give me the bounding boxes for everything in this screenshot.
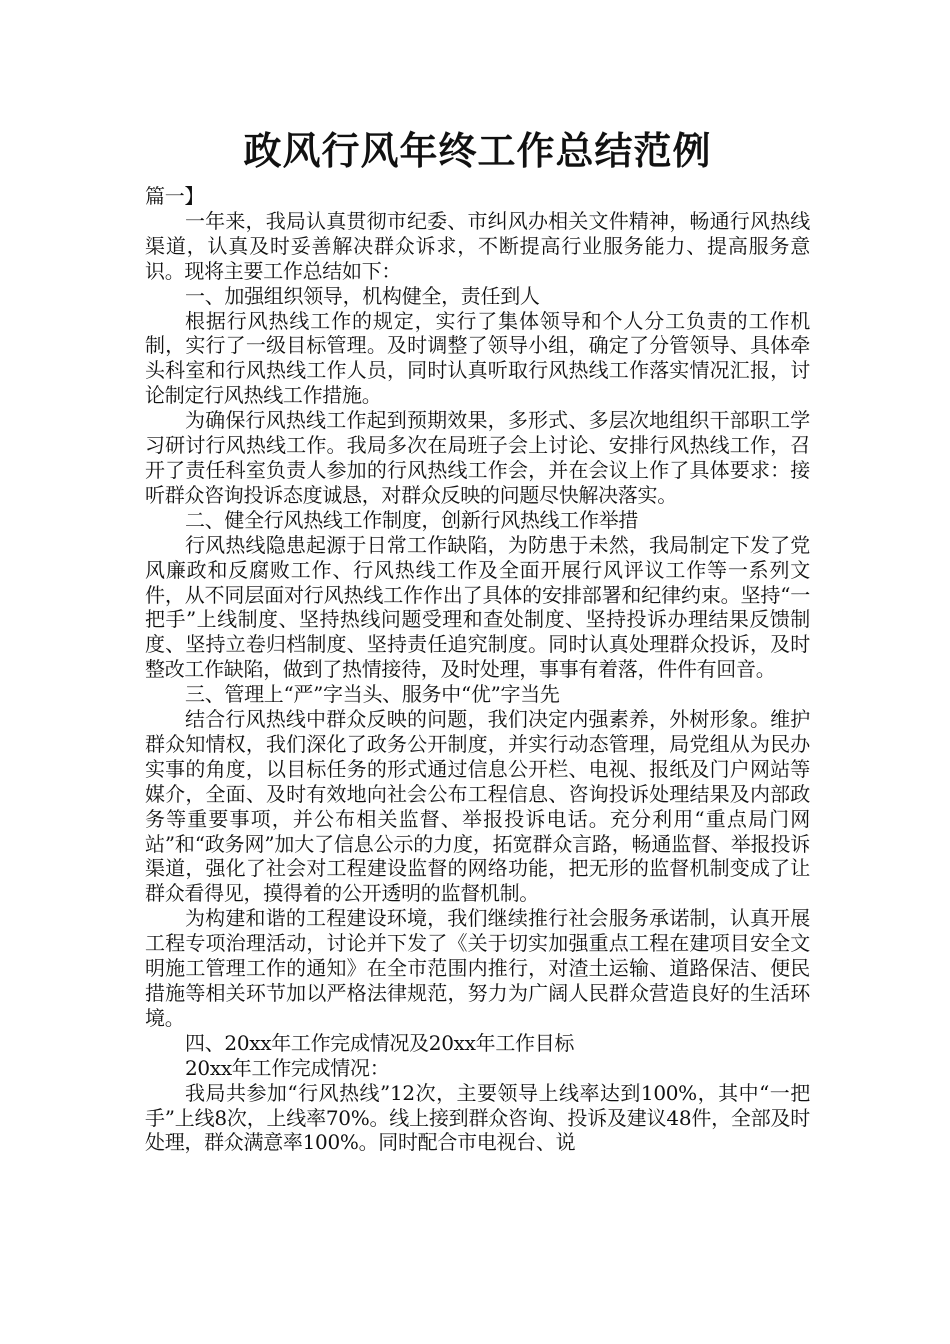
document-title: 政风行风年终工作总结范例 [243,128,712,173]
paragraph: 行风热线隐患起源于日常工作缺陷，为防患于未然，我局制定下发了党风廉政和反腐败工作、行风热线工作及全面开展行风评议工作等一系列文件，从不同层面对行风热线工作作出了具体的安排部署和纪律约束。坚持“一把手”上线制度、坚持热线问题受理和查处制度、坚持投诉办理结果反馈制度、坚持立卷归档制度、坚持责任追究制度。同时认真处理群众投诉，及时整改工作缺陷，做到了热情接待，及时处理，事事有着落，件件有回音。 [145,532,810,682]
document-body [145,184,810,1155]
paragraph: 为构建和谐的工程建设环境，我们继续推行社会服务承诺制，认真开展工程专项治理活动，讨论并下发了《关于切实加强重点工程在建项目安全文明施工管理工作的通知》在全市范围内推行，对渣土运输、道路保洁、便民措施等相关环节加以严格法律规范，努力为广阔人民群众营造良好的生活环境。 [145,906,810,1030]
document-page [145,124,810,1155]
paragraph-intro: 一年来，我局认真贯彻市纪委、市纠风办相关文件精神，畅通行风热线渠道，认真及时妥善解决群众诉求，不断提高行业服务能力、提高服务意识。现将主要工作总结如下： [145,208,810,283]
paragraph: 我局共参加“行风热线”12次，主要领导上线率达到100%，其中“一把手”上线8次，上线率70%。线上接到群众咨询、投诉及建议48件，全部及时处理，群众满意率100%。同时配合市电视台、说 [145,1080,810,1155]
subheading: 20xx年工作完成情况： [185,1055,390,1080]
paragraph: 根据行风热线工作的规定，实行了集体领导和个人分工负责的工作机制，实行了一级目标管理。及时调整了领导小组，确定了分管领导、具体牵头科室和行风热线工作人员，同时认真听取行风热线工作落实情况汇报，讨论制定行风热线工作措施。 [145,308,810,408]
heading-four: 四、20xx年工作完成情况及20xx年工作目标 [185,1030,575,1055]
section-label: 篇一】 [145,184,205,208]
heading-one: 一、加强组织领导，机构健全，责任到人 [185,283,540,308]
paragraph: 为确保行风热线工作起到预期效果，多形式、多层次地组织干部职工学习研讨行风热线工作。我局多次在局班子会上讨论、安排行风热线工作，召开了责任科室负责人参加的行风热线工作会，并在会议上作了具体要求：接听群众咨询投诉态度诚恳，对群众反映的问题尽快解决落实。 [145,408,810,507]
paragraph: 结合行风热线中群众反映的问题，我们决定内强素养，外树形象。维护群众知情权，我们深化了政务公开制度，并实行动态管理，局党组从为民办实事的角度，以目标任务的形式通过信息公开栏、电视、报纸及门户网站等媒介，全面、及时有效地向社会公布工程信息、咨询投诉处理结果及内部政务等重要事项，并公布相关监督、举报投诉电话。充分利用“重点局门网站”和“政务网”加大了信息公示的力度，拓宽群众言路，畅通监督、举报投诉渠道，强化了社会对工程建设监督的网络功能，把无形的监督机制变成了让群众看得见，摸得着的公开透明的监督机制。 [145,707,810,906]
heading-three: 三、管理上“严”字当头、服务中“优”字当先 [185,682,560,707]
heading-two: 二、健全行风热线工作制度，创新行风热线工作举措 [185,507,639,532]
